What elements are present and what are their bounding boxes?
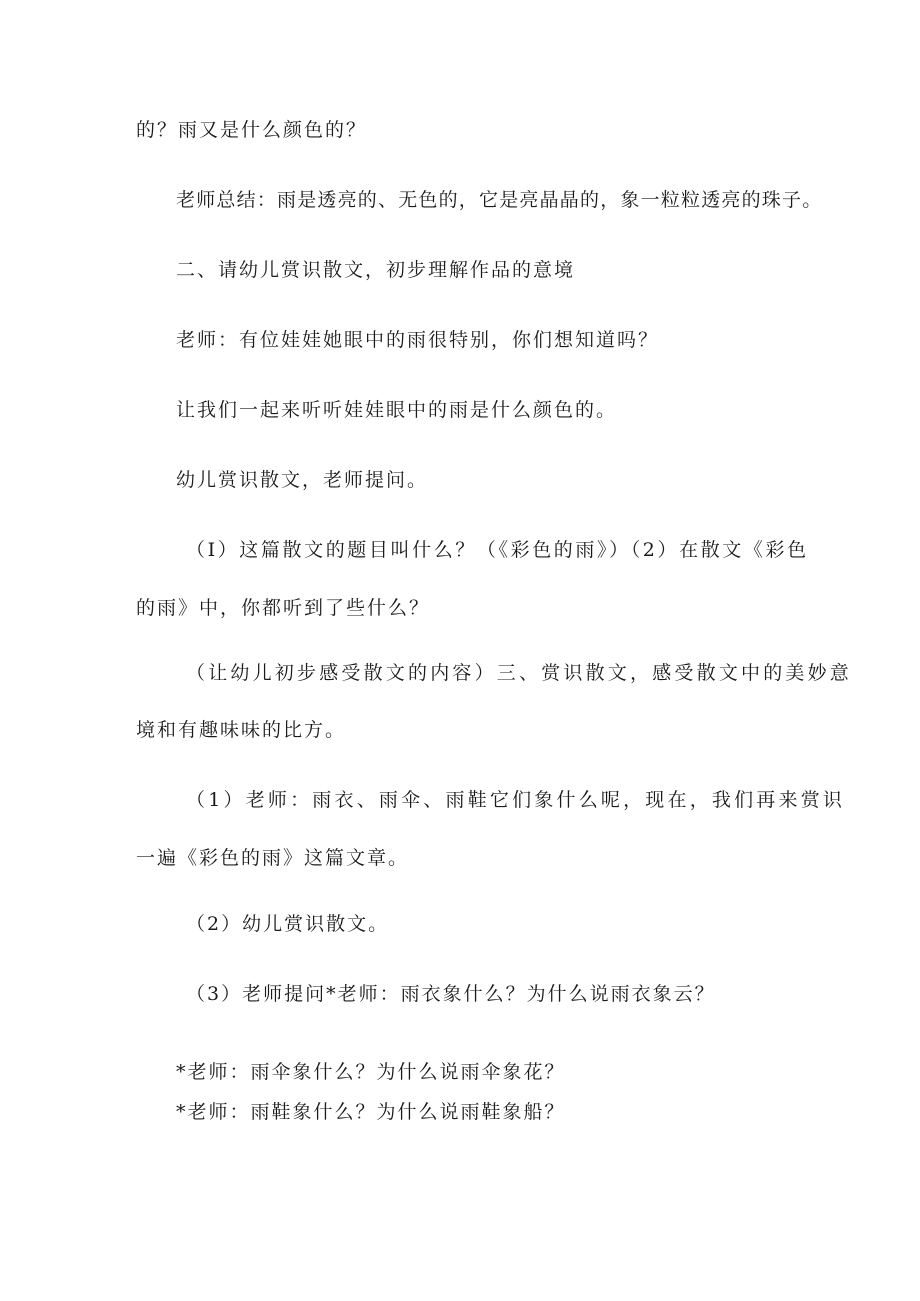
text-line: （让幼儿初步感受散文的内容）三、赏识散文，感受散文中的美妙意 — [186, 662, 853, 684]
text-line: 让我们一起来听听娃娃眼中的雨是什么颜色的。 — [176, 399, 618, 421]
text-line: （3）老师提问*老师：雨衣象什么？为什么说雨衣象云？ — [186, 983, 716, 1005]
text-line: 幼儿赏识散文，老师提问。 — [176, 469, 429, 491]
text-line: *老师：雨伞象什么？为什么说雨伞象花？ — [176, 1061, 566, 1083]
text-line: 老师总结：雨是透亮的、无色的，它是亮晶晶的，象一粒粒透亮的珠子。 — [176, 189, 823, 211]
text-line: 的？雨又是什么颜色的？ — [136, 119, 368, 141]
text-line: 老师：有位娃娃她眼中的雨很特别，你们想知道吗？ — [176, 329, 660, 351]
text-line: （2）幼儿赏识散文。 — [186, 913, 390, 935]
section-heading: 二、请幼儿赏识散文，初步理解作品的意境 — [176, 259, 576, 281]
text-line: 境和有趣味味的比方。 — [136, 719, 347, 741]
text-line: *老师：雨鞋象什么？为什么说雨鞋象船？ — [176, 1101, 566, 1123]
text-line: 一遍《彩色的雨》这篇文章。 — [136, 847, 410, 869]
text-line: （1）老师：雨衣、雨伞、雨鞋它们象什么呢，现在，我们再来赏识 — [186, 789, 846, 811]
text-line: 的雨》中，你都听到了些什么？ — [136, 597, 431, 619]
text-line: （I）这篇散文的题目叫什么？（《彩色的雨》）（2）在散文《彩色 — [186, 539, 809, 561]
